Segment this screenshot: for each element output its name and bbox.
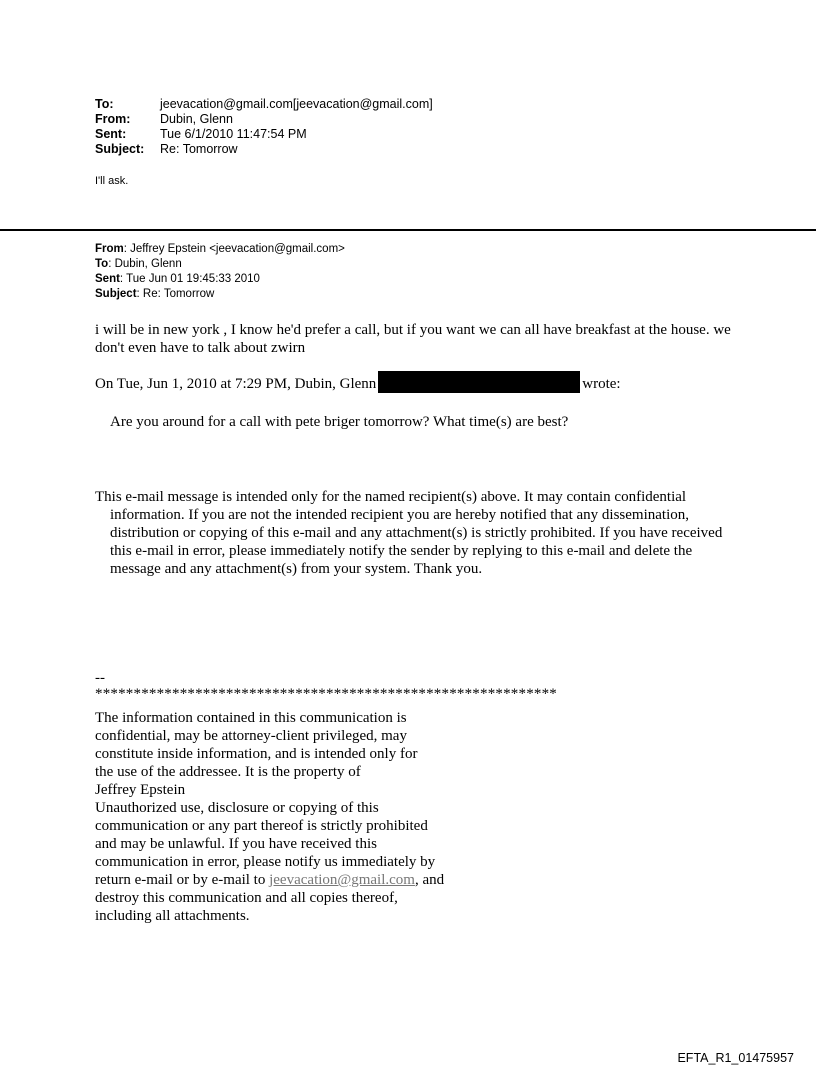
document-id: EFTA_R1_01475957 [677,1051,794,1065]
subject-value: Re: Tomorrow [160,142,238,156]
quoted-sent-row [95,272,345,287]
quoted-from-label: From [95,243,124,255]
signature-stars: ************************************************************ [95,686,557,702]
subject-label: Subject: [95,142,145,156]
sent-value: Tue 6/1/2010 11:47:54 PM [160,127,307,141]
notice-line: Unauthorized use, disclosure or copying of this [95,800,379,816]
notice-line: destroy this communication and all copies thereof, [95,890,398,906]
redaction-box [378,371,580,393]
to-value: jeevacation@gmail.com[jeevacation@gmail.com] [160,97,433,111]
confidentiality-notice [95,709,475,925]
subject-row [95,142,433,157]
notice-line: Jeffrey Epstein [95,782,186,798]
message-body: i will be in new york , I know he'd prefer a call, but if you want we can all have breakfast at the house. we don't even have to talk about zwirn [95,322,731,356]
notice-line: communication in error, please notify us immediately by [95,854,436,870]
sent-row [95,127,433,142]
from-value: Dubin, Glenn [160,112,233,126]
quoted-subject-value: : Re: Tomorrow [136,288,215,300]
email-header [95,97,433,157]
email-link[interactable]: jeevacation@gmail.com [269,872,415,888]
notice-line: including all attachments. [95,908,250,924]
on-wrote-prefix: On Tue, Jun 1, 2010 at 7:29 PM, Dubin, Glenn [95,376,377,392]
quoted-message: Are you around for a call with pete briger tomorrow? What time(s) are best? [110,414,569,430]
notice-line: The information contained in this communication is [95,710,407,726]
notice-line-text: return e-mail or by e-mail to [95,872,270,888]
quoted-sent-value: : Tue Jun 01 19:45:33 2010 [119,273,260,285]
notice-line: and may be unlawful. If you have received this [95,836,377,852]
sent-label: Sent: [95,127,127,141]
notice-line [95,871,475,889]
to-label: To: [95,97,114,111]
notice-line-text: , and [414,872,445,888]
signature-dashes: -- [95,670,105,686]
quoted-subject-label: Subject [95,288,137,300]
quoted-subject-row [95,287,345,302]
quoted-to-row [95,257,345,272]
divider [0,229,816,231]
quoted-to-label: To [95,258,109,270]
email-disclaimer: This e-mail message is intended only for the named recipient(s) above. It may contain confidential information. If you are not the intended recipient you are hereby notified that any dissemination, distribution or copying of this e-mail and any attachment(s) is strictly prohibited. If you have received this e-mail in error, please immediately notify the sender by replying to this e-mail and delete the message and any attachment(s) from your system. Thank you. [95,489,723,577]
to-row [95,97,433,112]
quoted-from-row [95,242,345,257]
quoted-header [95,242,345,302]
notice-line: communication or any part thereof is strictly prohibited [95,818,428,834]
from-row [95,112,433,127]
quoted-from-value: : Jeffrey Epstein <jeevacation@gmail.com> [123,243,345,255]
notice-line: constitute inside information, and is intended only for [95,746,418,762]
notice-line: the use of the addressee. It is the property of [95,764,361,780]
on-wrote-suffix: wrote: [582,376,621,392]
reply-text: I'll ask. [95,175,129,187]
from-label: From: [95,112,131,126]
quoted-to-value: : Dubin, Glenn [108,258,182,270]
quoted-sent-label: Sent [95,273,120,285]
notice-line: confidential, may be attorney-client privileged, may [95,728,407,744]
on-wrote-line [95,371,621,393]
